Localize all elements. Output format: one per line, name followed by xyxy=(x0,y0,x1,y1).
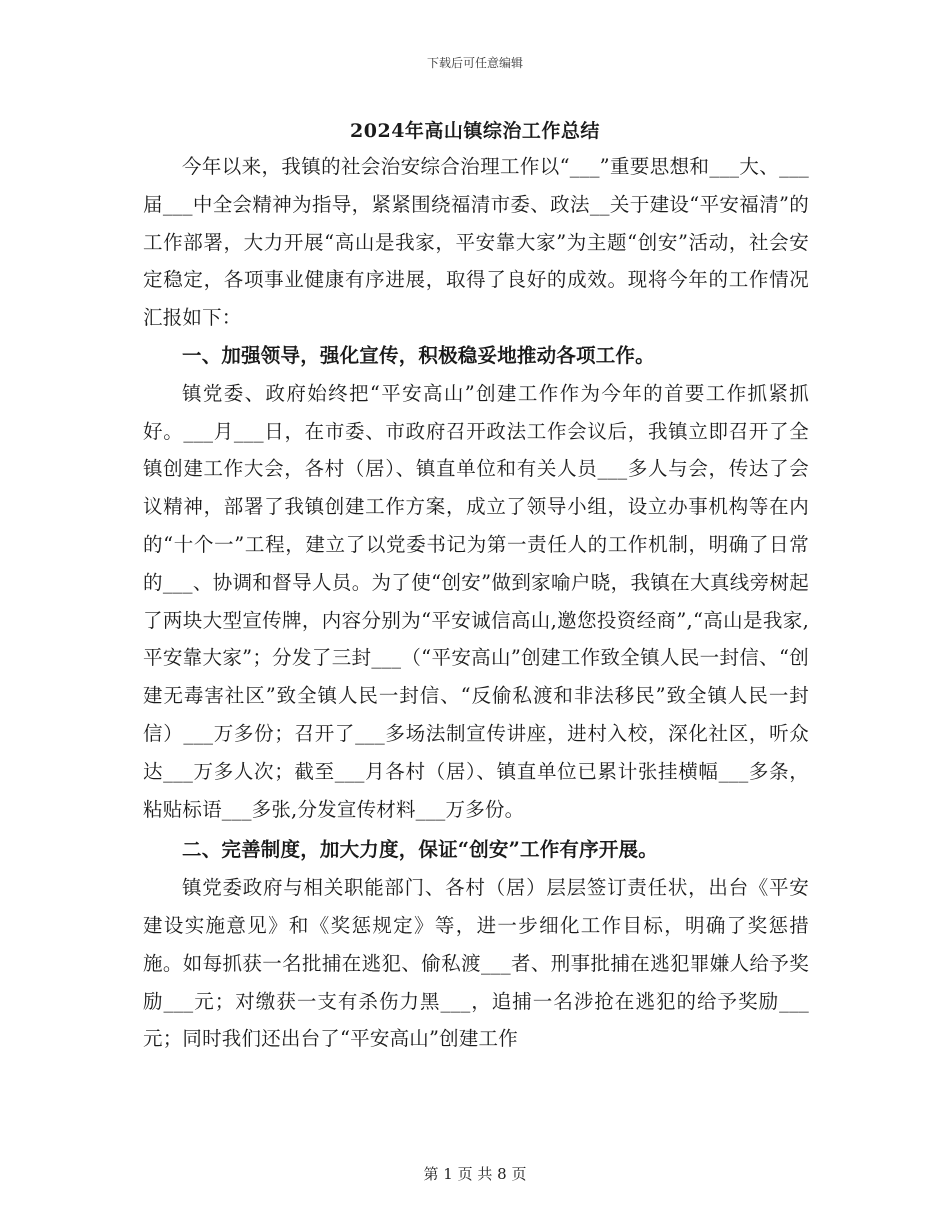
document-title: 2024年高山镇综治工作总结 xyxy=(350,120,600,142)
paragraph-intro: 今年以来，我镇的社会治安综合治理工作以“___”重要思想和___大、___届___中全会精神为指导，紧紧围绕福清市委、政法__关于建设“平安福清”的工作部署，大力开展“高山是我家，平安靠大家”为主题“创安”活动，社会安定稳定，各项事业健康有序进展，取得了良好的成效。现将今年的工作情况汇报如下： xyxy=(143,155,809,330)
header-note: 下载后可任意编辑 xyxy=(426,56,523,70)
section-heading-1: 一、加强领导，强化宣传，积极稳妥地推动各项工作。 xyxy=(182,343,655,367)
paragraph-section-2: 镇党委政府与相关职能部门、各村（居）层层签订责任状，出台《平安建设实施意见》和《奖惩规定》等，进一步细化工作目标，明确了奖惩措施。如每抓获一名批捕在逃犯、偷私渡___者、刑事批捕在逃犯罪嫌人给予奖励___元；对缴获一支有杀伤力黑___，追捕一名涉抢在逃犯的给予奖励___元；同时我们还出台了“平安高山”创建工作 xyxy=(143,876,809,1051)
section-heading-2: 二、完善制度，加大力度，保证“创安”工作有序开展。 xyxy=(182,838,658,862)
paragraph-section-1: 镇党委、政府始终把“平安高山”创建工作作为今年的首要工作抓紧抓好。___月___日，在市委、市政府召开政法工作会议后，我镇立即召开了全镇创建工作大会，各村（居）、镇直单位和有关人员___多人与会，传达了会议精神，部署了我镇创建工作方案，成立了领导小组，设立办事机构等在内的“十个一”工程，建立了以党委书记为第一责任人的工作机制，明确了日常的___、协调和督导人员。为了使“创安”做到家喻户晓，我镇在大真线旁树起了两块大型宣传牌，内容分别为“平安诚信高山,邀您投资经商”,“高山是我家,平安靠大家”；分发了三封___（“平安高山”创建工作致全镇人民一封信、“创建无毒害社区”致全镇人民一封信、“反偷私渡和非法移民”致全镇人民一封信）___万多份；召开了___多场法制宣传讲座，进村入校，深化社区，听众达___万多人次；截至___月各村（居）、镇直单位已累计张挂横幅___多条，粘贴标语___多张,分发宣传材料___万多份。 xyxy=(143,381,809,821)
document-body xyxy=(143,148,809,1058)
page-footer: 第 1 页 共 8 页 xyxy=(423,1165,527,1183)
